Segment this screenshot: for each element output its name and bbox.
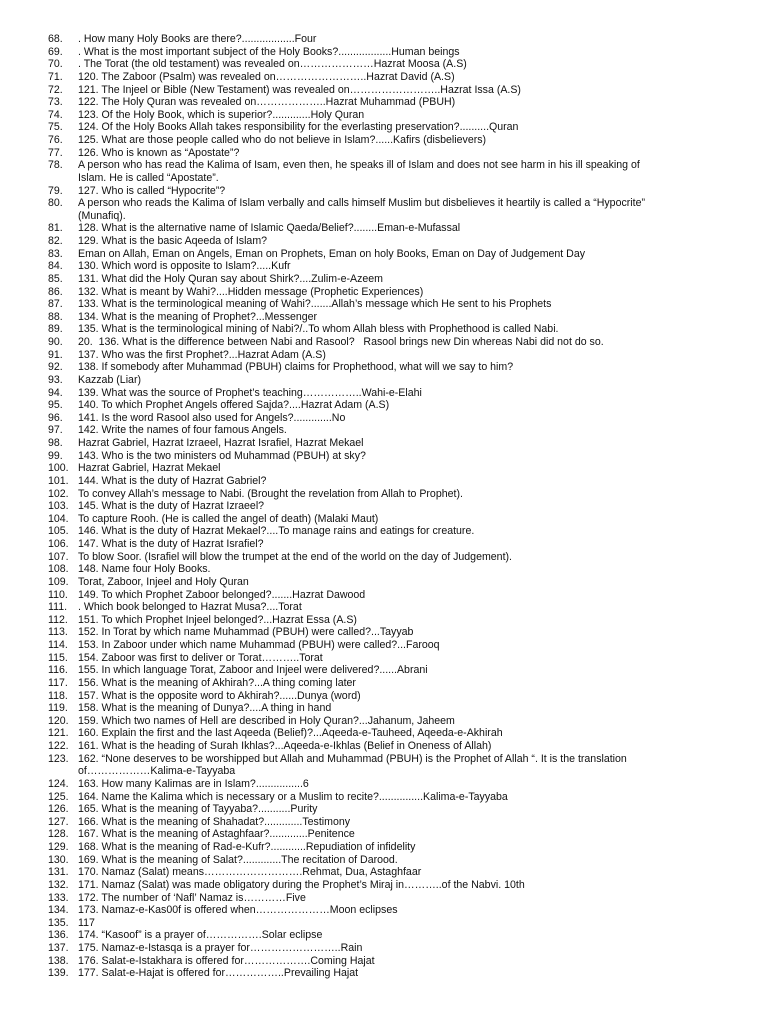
list-item — [0, 525, 768, 538]
line-number: 136. — [48, 929, 69, 942]
line-text: 133. What is the terminological meaning of Wahi?.......Allah’s message which He sent to his Prophets — [78, 298, 552, 311]
line-text: To capture Rooh. (He is called the angel of death) (Malaki Maut) — [78, 512, 379, 525]
line-number: 99. — [48, 449, 63, 462]
line-number: 133. — [48, 891, 69, 904]
list-item — [0, 601, 768, 614]
line-number: 127. — [48, 815, 69, 828]
line-number: 111. — [48, 601, 68, 614]
list-item — [0, 399, 768, 412]
line-number: 79. — [48, 184, 63, 197]
line-text: 167. What is the meaning of Astaghfaar?.............Penitence — [78, 828, 355, 841]
list-item — [0, 765, 768, 778]
list-item — [0, 475, 768, 488]
line-number: 72. — [48, 83, 63, 96]
line-text: (Munafiq). — [78, 209, 126, 222]
list-item — [0, 816, 768, 829]
line-text: 120. The Zaboor (Psalm) was revealed on……………………..Hazrat David (A.S) — [78, 70, 455, 83]
list-item — [0, 500, 768, 513]
list-item — [0, 652, 768, 665]
line-number: 130. — [48, 853, 69, 866]
line-text: 138. If somebody after Muhammad (PBUH) claims for Prophethood, what will we say to him? — [78, 361, 514, 374]
line-number: 107. — [48, 550, 69, 563]
list-item — [0, 778, 768, 791]
line-text: Kazzab (Liar) — [78, 373, 141, 386]
line-number: 126. — [48, 803, 69, 816]
list-item — [0, 387, 768, 400]
list-item — [0, 172, 768, 185]
line-text: 158. What is the meaning of Dunya?....A thing in hand — [78, 702, 332, 715]
line-text: Eman on Allah, Eman on Angels, Eman on Prophets, Eman on holy Books, Eman on Day of Judgement Day — [78, 247, 586, 260]
line-text: 144. What is the duty of Hazrat Gabriel? — [78, 474, 267, 487]
list-item — [0, 121, 768, 134]
list-item — [0, 273, 768, 286]
list-item — [0, 740, 768, 753]
list-item — [0, 538, 768, 551]
list-item — [0, 677, 768, 690]
line-number: 70. — [48, 58, 63, 71]
list-item — [0, 374, 768, 387]
line-text: 123. Of the Holy Book, which is superior?.............Holy Quran — [78, 108, 365, 121]
list-item — [0, 424, 768, 437]
list-item — [0, 664, 768, 677]
list-item — [0, 791, 768, 804]
list-item — [0, 336, 768, 349]
line-number — [0, 210, 78, 223]
line-text: 155. In which language Torat, Zaboor and Injeel were delivered?......Abrani — [78, 664, 428, 677]
line-number: 123. — [48, 752, 69, 765]
line-number: 89. — [48, 323, 63, 336]
line-text: 177. Salat-e-Hajat is offered for……………..Prevailing Hajat — [78, 967, 359, 980]
list-item — [0, 159, 768, 172]
list-item — [0, 828, 768, 841]
line-number: 139. — [48, 967, 69, 980]
line-text: . The Torat (the old testament) was revealed on…………………Hazrat Moosa (A.S) — [78, 58, 467, 71]
line-number: 110. — [48, 588, 68, 601]
line-number: 88. — [48, 310, 63, 323]
list-item — [0, 46, 768, 59]
list-item — [0, 841, 768, 854]
line-number: 132. — [48, 878, 69, 891]
line-number: 105. — [48, 525, 69, 538]
line-number: 131. — [48, 866, 69, 879]
line-text: 157. What is the opposite word to Akhirah?......Dunya (word) — [78, 689, 361, 702]
line-text: 162. “None deserves to be worshipped but Allah and Muhammad (PBUH) is the Prophet of Allah “. It is the translation — [78, 752, 627, 765]
line-text: 165. What is the meaning of Tayyaba?...........Purity — [78, 803, 318, 816]
line-text: 127. Who is called “Hypocrite”? — [78, 184, 226, 197]
line-number: 86. — [48, 285, 63, 298]
line-text: 153. In Zaboor under which name Muhammad (PBUH) were called?...Farooq — [78, 639, 440, 651]
list-item — [0, 626, 768, 639]
line-number: 118. — [48, 689, 68, 702]
line-number: 91. — [48, 348, 63, 361]
line-text: 171. Namaz (Salat) was made obligatory during the Prophet’s Miraj in………..of the Nabvi. 10th — [78, 878, 525, 891]
line-number: 68. — [48, 33, 63, 45]
line-text: of………………Kalima-e-Tayyaba — [78, 765, 236, 778]
line-number: 81. — [48, 222, 63, 235]
line-text: 140. To which Prophet Angels offered Sajda?....Hazrat Adam (A.S) — [78, 399, 390, 412]
line-text: 175. Namaz-e-Istasqa is a prayer for……………………..Rain — [78, 942, 363, 954]
list-item — [0, 589, 768, 602]
list-item — [0, 563, 768, 576]
line-text: 149. To which Prophet Zaboor belonged?.......Hazrat Dawood — [78, 588, 366, 601]
line-text: Hazrat Gabriel, Hazrat Izraeel, Hazrat Israfiel, Hazrat Mekael — [78, 437, 364, 449]
line-text: 131. What did the Holy Quran say about Shirk?....Zulim-e-Azeem — [78, 272, 383, 285]
list-item — [0, 904, 768, 917]
line-text: 124. Of the Holy Books Allah takes responsibility for the everlasting preservation?..........Quran — [78, 121, 519, 134]
list-item — [0, 639, 768, 652]
list-item — [0, 753, 768, 766]
line-number: 112. — [48, 613, 68, 626]
line-number: 138. — [48, 954, 69, 967]
line-text: 20. 136. What is the difference between Nabi and Rasool? Rasool brings new Din whereas Nabi did not do so. — [78, 336, 604, 348]
line-number: 92. — [48, 361, 63, 374]
line-number: 114. — [48, 639, 68, 651]
list-item — [0, 955, 768, 968]
line-number: 120. — [48, 714, 69, 727]
line-text: 130. Which word is opposite to Islam?.....Kufr — [78, 260, 291, 273]
line-text: To blow Soor. (Israfiel will blow the trumpet at the end of the world on the day of Judgement). — [78, 550, 512, 563]
list-item — [0, 248, 768, 261]
line-text: 145. What is the duty of Hazrat Izraeel? — [78, 500, 265, 513]
line-text: 137. Who was the first Prophet?...Hazrat Adam (A.S) — [78, 348, 326, 361]
line-number: 73. — [48, 96, 63, 109]
line-text: Islam. He is called “Apostate”. — [78, 171, 219, 184]
list-item — [0, 967, 768, 980]
line-text: 147. What is the duty of Hazrat Israfiel? — [78, 538, 264, 550]
list-item — [0, 71, 768, 84]
line-text: 129. What is the basic Aqeeda of Islam? — [78, 235, 268, 247]
document-body — [0, 33, 768, 980]
list-item — [0, 437, 768, 450]
list-item — [0, 222, 768, 235]
line-number: 84. — [48, 260, 63, 273]
line-number: 128. — [48, 828, 69, 841]
line-number: 93. — [48, 373, 63, 386]
line-number: 121. — [48, 727, 69, 740]
line-text: 160. Explain the first and the last Aqeeda (Belief)?...Aqeeda-e-Tauheed, Aqeeda-e-Akhirah — [78, 727, 503, 740]
line-text: 126. Who is known as “Apostate”? — [78, 146, 240, 159]
list-item — [0, 450, 768, 463]
line-number: 122. — [48, 740, 69, 752]
list-item — [0, 690, 768, 703]
line-text: 156. What is the meaning of Akhirah?...A thing coming later — [78, 676, 356, 689]
line-number: 134. — [48, 904, 69, 917]
line-number: 116. — [48, 664, 68, 677]
line-text: A person who reads the Kalima of Islam verbally and calls himself Muslim but disbelieves it heartily is called a “Hypocrite” — [78, 197, 646, 210]
line-number: 137. — [48, 942, 69, 954]
line-text: 163. How many Kalimas are in Islam?................6 — [78, 777, 309, 790]
line-number: 135. — [48, 916, 69, 929]
line-number: 104. — [48, 512, 69, 525]
list-item — [0, 551, 768, 564]
line-number: 83. — [48, 247, 63, 260]
line-number: 103. — [48, 500, 69, 513]
line-text: 164. Name the Kalima which is necessary or a Muslim to recite?...............Kalima-e-Tayyaba — [78, 790, 508, 803]
line-number: 117. — [48, 676, 68, 689]
list-item — [0, 58, 768, 71]
line-text: 121. The Injeel or Bible (New Testament) was revealed on……………………..Hazrat Issa (A.S) — [78, 83, 521, 96]
line-text: 152. In Torat by which name Muhammad (PBUH) were called?...Tayyab — [78, 626, 414, 639]
line-number: 85. — [48, 272, 63, 285]
line-number: 96. — [48, 411, 63, 424]
list-item — [0, 96, 768, 109]
line-number: 90. — [48, 336, 63, 348]
line-number: 80. — [48, 197, 63, 210]
line-text: Torat, Zaboor, Injeel and Holy Quran — [78, 575, 249, 588]
line-text: 128. What is the alternative name of Islamic Qaeda/Belief?........Eman-e-Mufassal — [78, 222, 461, 235]
line-text: 151. To which Prophet Injeel belonged?...Hazrat Essa (A.S) — [78, 613, 357, 626]
list-item — [0, 462, 768, 475]
list-item — [0, 513, 768, 526]
list-item — [0, 185, 768, 198]
list-item — [0, 715, 768, 728]
list-item — [0, 349, 768, 362]
line-text: 146. What is the duty of Hazrat Mekael?....To manage rains and eatings for creature. — [78, 525, 475, 538]
line-text: 166. What is the meaning of Shahadat?.............Testimony — [78, 815, 351, 828]
list-item — [0, 323, 768, 336]
list-item — [0, 311, 768, 324]
line-number: 98. — [48, 437, 63, 449]
list-item — [0, 854, 768, 867]
list-item — [0, 298, 768, 311]
line-text: 134. What is the meaning of Prophet?...Messenger — [78, 310, 318, 323]
line-text: 176. Salat-e-Istakhara is offered for……………….Coming Hajat — [78, 954, 375, 967]
line-text: 132. What is meant by Wahi?....Hidden message (Prophetic Experiences) — [78, 285, 424, 298]
line-number: 108. — [48, 563, 69, 576]
list-item — [0, 576, 768, 589]
line-number: 69. — [48, 45, 63, 58]
list-item — [0, 134, 768, 147]
list-item — [0, 197, 768, 210]
list-item — [0, 147, 768, 160]
line-text: 125. What are those people called who do not believe in Islam?......Kafirs (disbelievers) — [78, 134, 487, 146]
line-number: 101. — [48, 474, 69, 487]
line-text: 142. Write the names of four famous Angels. — [78, 424, 287, 437]
line-text: . What is the most important subject of the Holy Books?..................Human beings — [78, 45, 460, 58]
line-text: 161. What is the heading of Surah Ikhlas?...Aqeeda-e-Ikhlas (Belief in Oneness of Allah) — [78, 740, 492, 752]
line-text: 154. Zaboor was first to deliver or Torat………..Torat — [78, 651, 323, 664]
line-text: . Which book belonged to Hazrat Musa?....Torat — [78, 601, 302, 614]
list-item — [0, 727, 768, 740]
line-text: 173. Namaz-e-Kas00f is offered when…………………Moon eclipses — [78, 904, 398, 917]
list-item — [0, 803, 768, 816]
list-item — [0, 286, 768, 299]
list-item — [0, 260, 768, 273]
line-text: 159. Which two names of Hell are described in Holy Quran?...Jahanum, Jaheem — [78, 714, 455, 727]
list-item — [0, 210, 768, 223]
line-text: . How many Holy Books are there?..................Four — [78, 33, 317, 45]
line-number: 74. — [48, 108, 63, 121]
line-number: 106. — [48, 538, 69, 550]
line-number: 129. — [48, 841, 69, 853]
list-item — [0, 361, 768, 374]
line-number: 100. — [48, 462, 69, 475]
line-number: 87. — [48, 298, 63, 311]
line-number — [0, 172, 78, 185]
line-text: 172. The number of ‘Nafl’ Namaz is…………Five — [78, 891, 306, 904]
line-number: 78. — [48, 159, 63, 172]
line-text: 148. Name four Holy Books. — [78, 563, 211, 576]
line-number: 76. — [48, 134, 63, 146]
list-item — [0, 614, 768, 627]
line-text: To convey Allah’s message to Nabi. (Brought the revelation from Allah to Prophet). — [78, 487, 463, 500]
line-number: 109. — [48, 575, 69, 588]
list-item — [0, 84, 768, 97]
list-item — [0, 866, 768, 879]
list-item — [0, 109, 768, 122]
list-item — [0, 702, 768, 715]
line-number: 102. — [48, 487, 69, 500]
list-item — [0, 942, 768, 955]
line-text: A person who has read the Kalima of Isam, even then, he speaks ill of Islam and does not see harm in his ill speaking of — [78, 159, 640, 172]
line-text: Hazrat Gabriel, Hazrat Mekael — [78, 462, 221, 475]
line-text: 135. What is the terminological mining of Nabi?/..To whom Allah bless with Prophethood is called Nabi. — [78, 323, 559, 336]
line-number: 124. — [48, 777, 69, 790]
list-item — [0, 879, 768, 892]
line-number: 119. — [48, 702, 68, 715]
list-item — [0, 917, 768, 930]
line-text: 143. Who is the two ministers od Muhammad (PBUH) at sky? — [78, 449, 366, 462]
line-text: 141. Is the word Rasool also used for Angels?.............No — [78, 411, 346, 424]
list-item — [0, 929, 768, 942]
list-item — [0, 412, 768, 425]
line-text: 122. The Holy Quran was revealed on………………..Hazrat Muhammad (PBUH) — [78, 96, 456, 109]
line-text: 117 — [78, 916, 95, 929]
line-number: 77. — [48, 146, 63, 159]
line-number: 71. — [48, 70, 63, 83]
line-number: 82. — [48, 235, 63, 247]
line-text: 169. What is the meaning of Salat?.............The recitation of Darood. — [78, 853, 398, 866]
list-item — [0, 235, 768, 248]
line-number: 113. — [48, 626, 68, 639]
line-text: 168. What is the meaning of Rad-e-Kufr?............Repudiation of infidelity — [78, 841, 416, 853]
line-number: 95. — [48, 399, 63, 412]
list-item — [0, 488, 768, 501]
list-item — [0, 892, 768, 905]
line-text: 139. What was the source of Prophet’s teaching……………..Wahi-e-Elahi — [78, 386, 422, 399]
line-text: 170. Namaz (Salat) means……………………….Rehmat, Dua, Astaghfaar — [78, 866, 422, 879]
line-number: 125. — [48, 790, 69, 803]
line-number: 97. — [48, 424, 63, 437]
line-number: 75. — [48, 121, 63, 134]
line-text: 174. “Kasoof” is a prayer of…………….Solar eclipse — [78, 929, 323, 942]
line-number: 94. — [48, 386, 63, 399]
list-item — [0, 33, 768, 46]
line-number: 115. — [48, 651, 68, 664]
line-number — [0, 765, 78, 778]
